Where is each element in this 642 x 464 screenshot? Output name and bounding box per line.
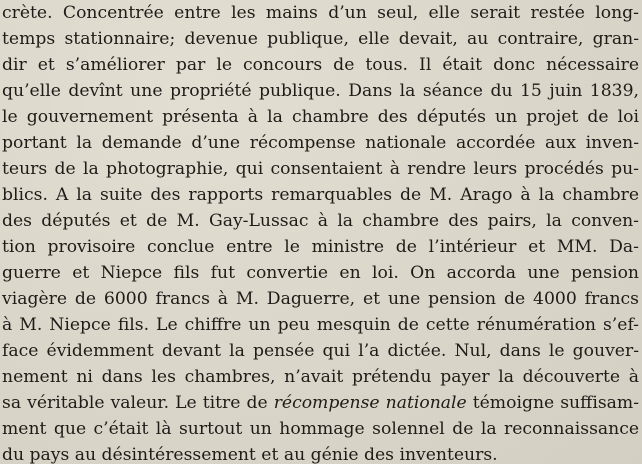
text-line: face évidemment devant la pensée qui l’a dictée. Nul, dans le gouver- [2,341,639,361]
text-line: tion provisoire conclue entre le ministre de l’intérieur et MM. Da- [2,237,639,257]
text-line: dir et s’améliorer par le concours de tous. Il était donc nécessaire [2,55,639,75]
text-line: des députés et de M. Gay-Lussac à la chambre des pairs, la conven- [2,211,639,231]
text-line: teurs de la photographie, qui consentaient à rendre leurs procédés pu- [2,159,639,179]
text-line-end: témoigne suffisam- [466,393,640,413]
text-line: à M. Niepce fils. Le chiffre un peu mesquin de cette rénumération s’ef- [2,315,639,335]
text-line-start: sa véritable valeur. Le titre de [2,393,268,413]
text-line: guerre et Niepce fils fut convertie en loi. On accorda une pension [2,263,639,283]
text-line-with-italic [2,390,639,416]
text-line: ment que c’était là surtout un hommage solennel de la reconnaissance [2,419,639,439]
text-line: temps stationnaire; devenue publique, elle devait, au contraire, gran- [2,29,639,49]
text-line: crète. Concentrée entre les mains d’un seul, elle serait restée long- [2,3,639,23]
text-line: portant la demande d’une récompense nationale accordée aux inven- [2,133,639,153]
text-line: qu’elle devînt une propriété publique. Dans la séance du 15 juin 1839, [2,81,639,101]
italic-phrase: récompense nationale [273,393,467,413]
text-line: nement ni dans les chambres, n’avait prétendu payer la découverte à [2,367,639,387]
text-line: le gouvernement présenta à la chambre des députés un projet de loi [2,107,639,127]
text-line: viagère de 6000 francs à M. Daguerre, et une pension de 4000 francs [2,289,639,309]
text-line: blics. A la suite des rapports remarquables de M. Arago à la chambre [2,185,639,205]
text-line-last: du pays au désintéressement et au génie des inventeurs. [2,445,498,464]
